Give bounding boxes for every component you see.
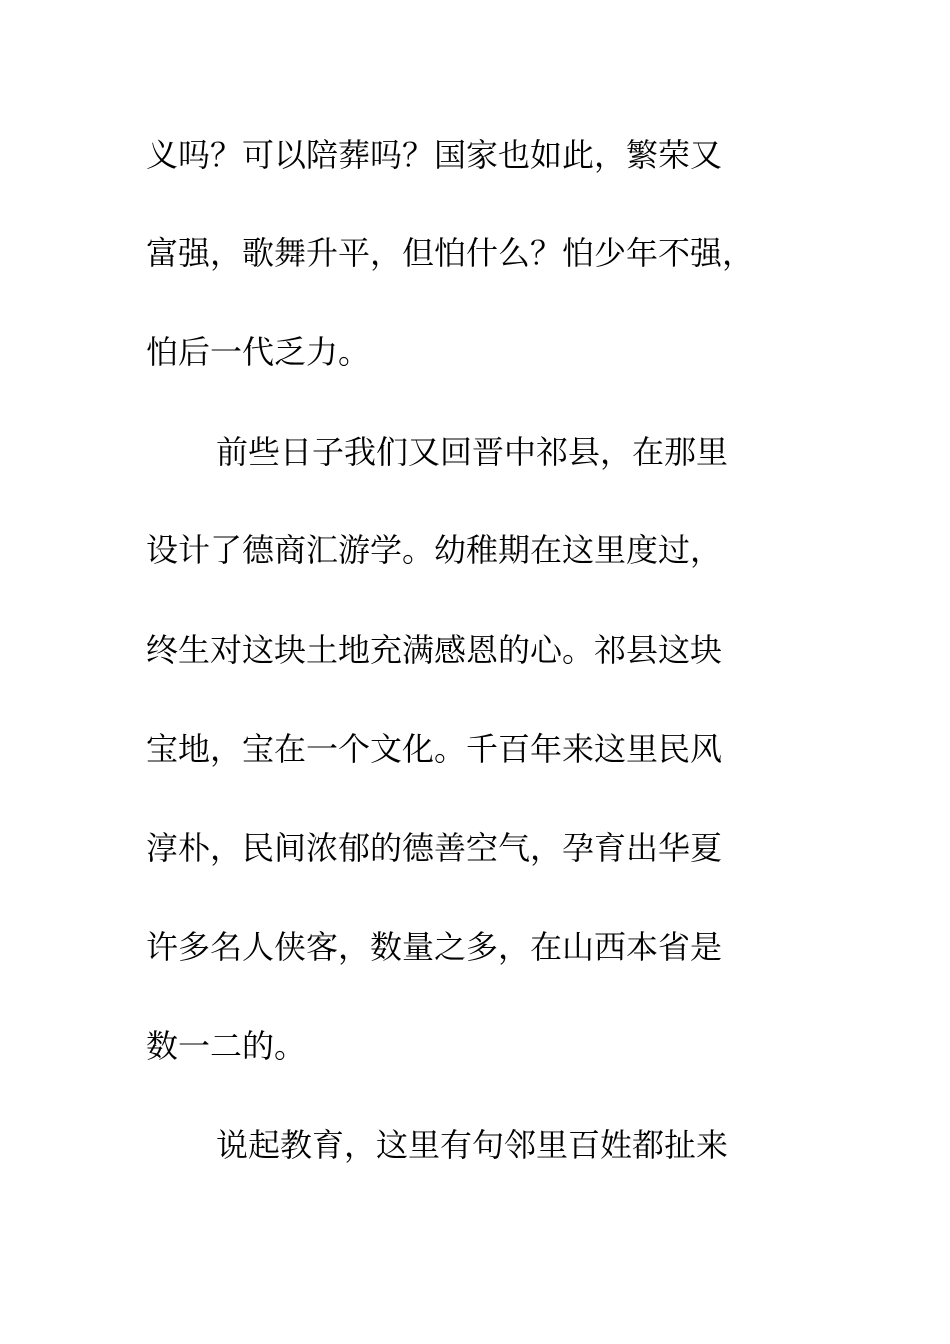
paragraph-line: 淳朴，民间浓郁的德善空气，孕育出华夏 bbox=[146, 829, 723, 867]
paragraph-line: 富强，歌舞升平，但怕什么？怕少年不强， bbox=[146, 234, 755, 272]
paragraph-line: 怕后一代乏力。 bbox=[146, 333, 371, 371]
paragraph-line: 说起教育，这里有句邻里百姓都扯来 bbox=[216, 1126, 729, 1164]
paragraph-line: 义吗？可以陪葬吗？国家也如此，繁荣又 bbox=[146, 136, 723, 174]
paragraph-line: 设计了德商汇游学。幼稚期在这里度过， bbox=[146, 531, 723, 569]
paragraph-line: 宝地，宝在一个文化。千百年来这里民风 bbox=[146, 730, 723, 768]
paragraph-line: 终生对这块土地充满感恩的心。祁县这块 bbox=[146, 631, 723, 669]
paragraph-line: 前些日子我们又回晋中祁县，在那里 bbox=[216, 433, 729, 471]
paragraph-line: 数一二的。 bbox=[146, 1027, 307, 1065]
paragraph-line: 许多名人侠客，数量之多，在山西本省是 bbox=[146, 928, 723, 966]
